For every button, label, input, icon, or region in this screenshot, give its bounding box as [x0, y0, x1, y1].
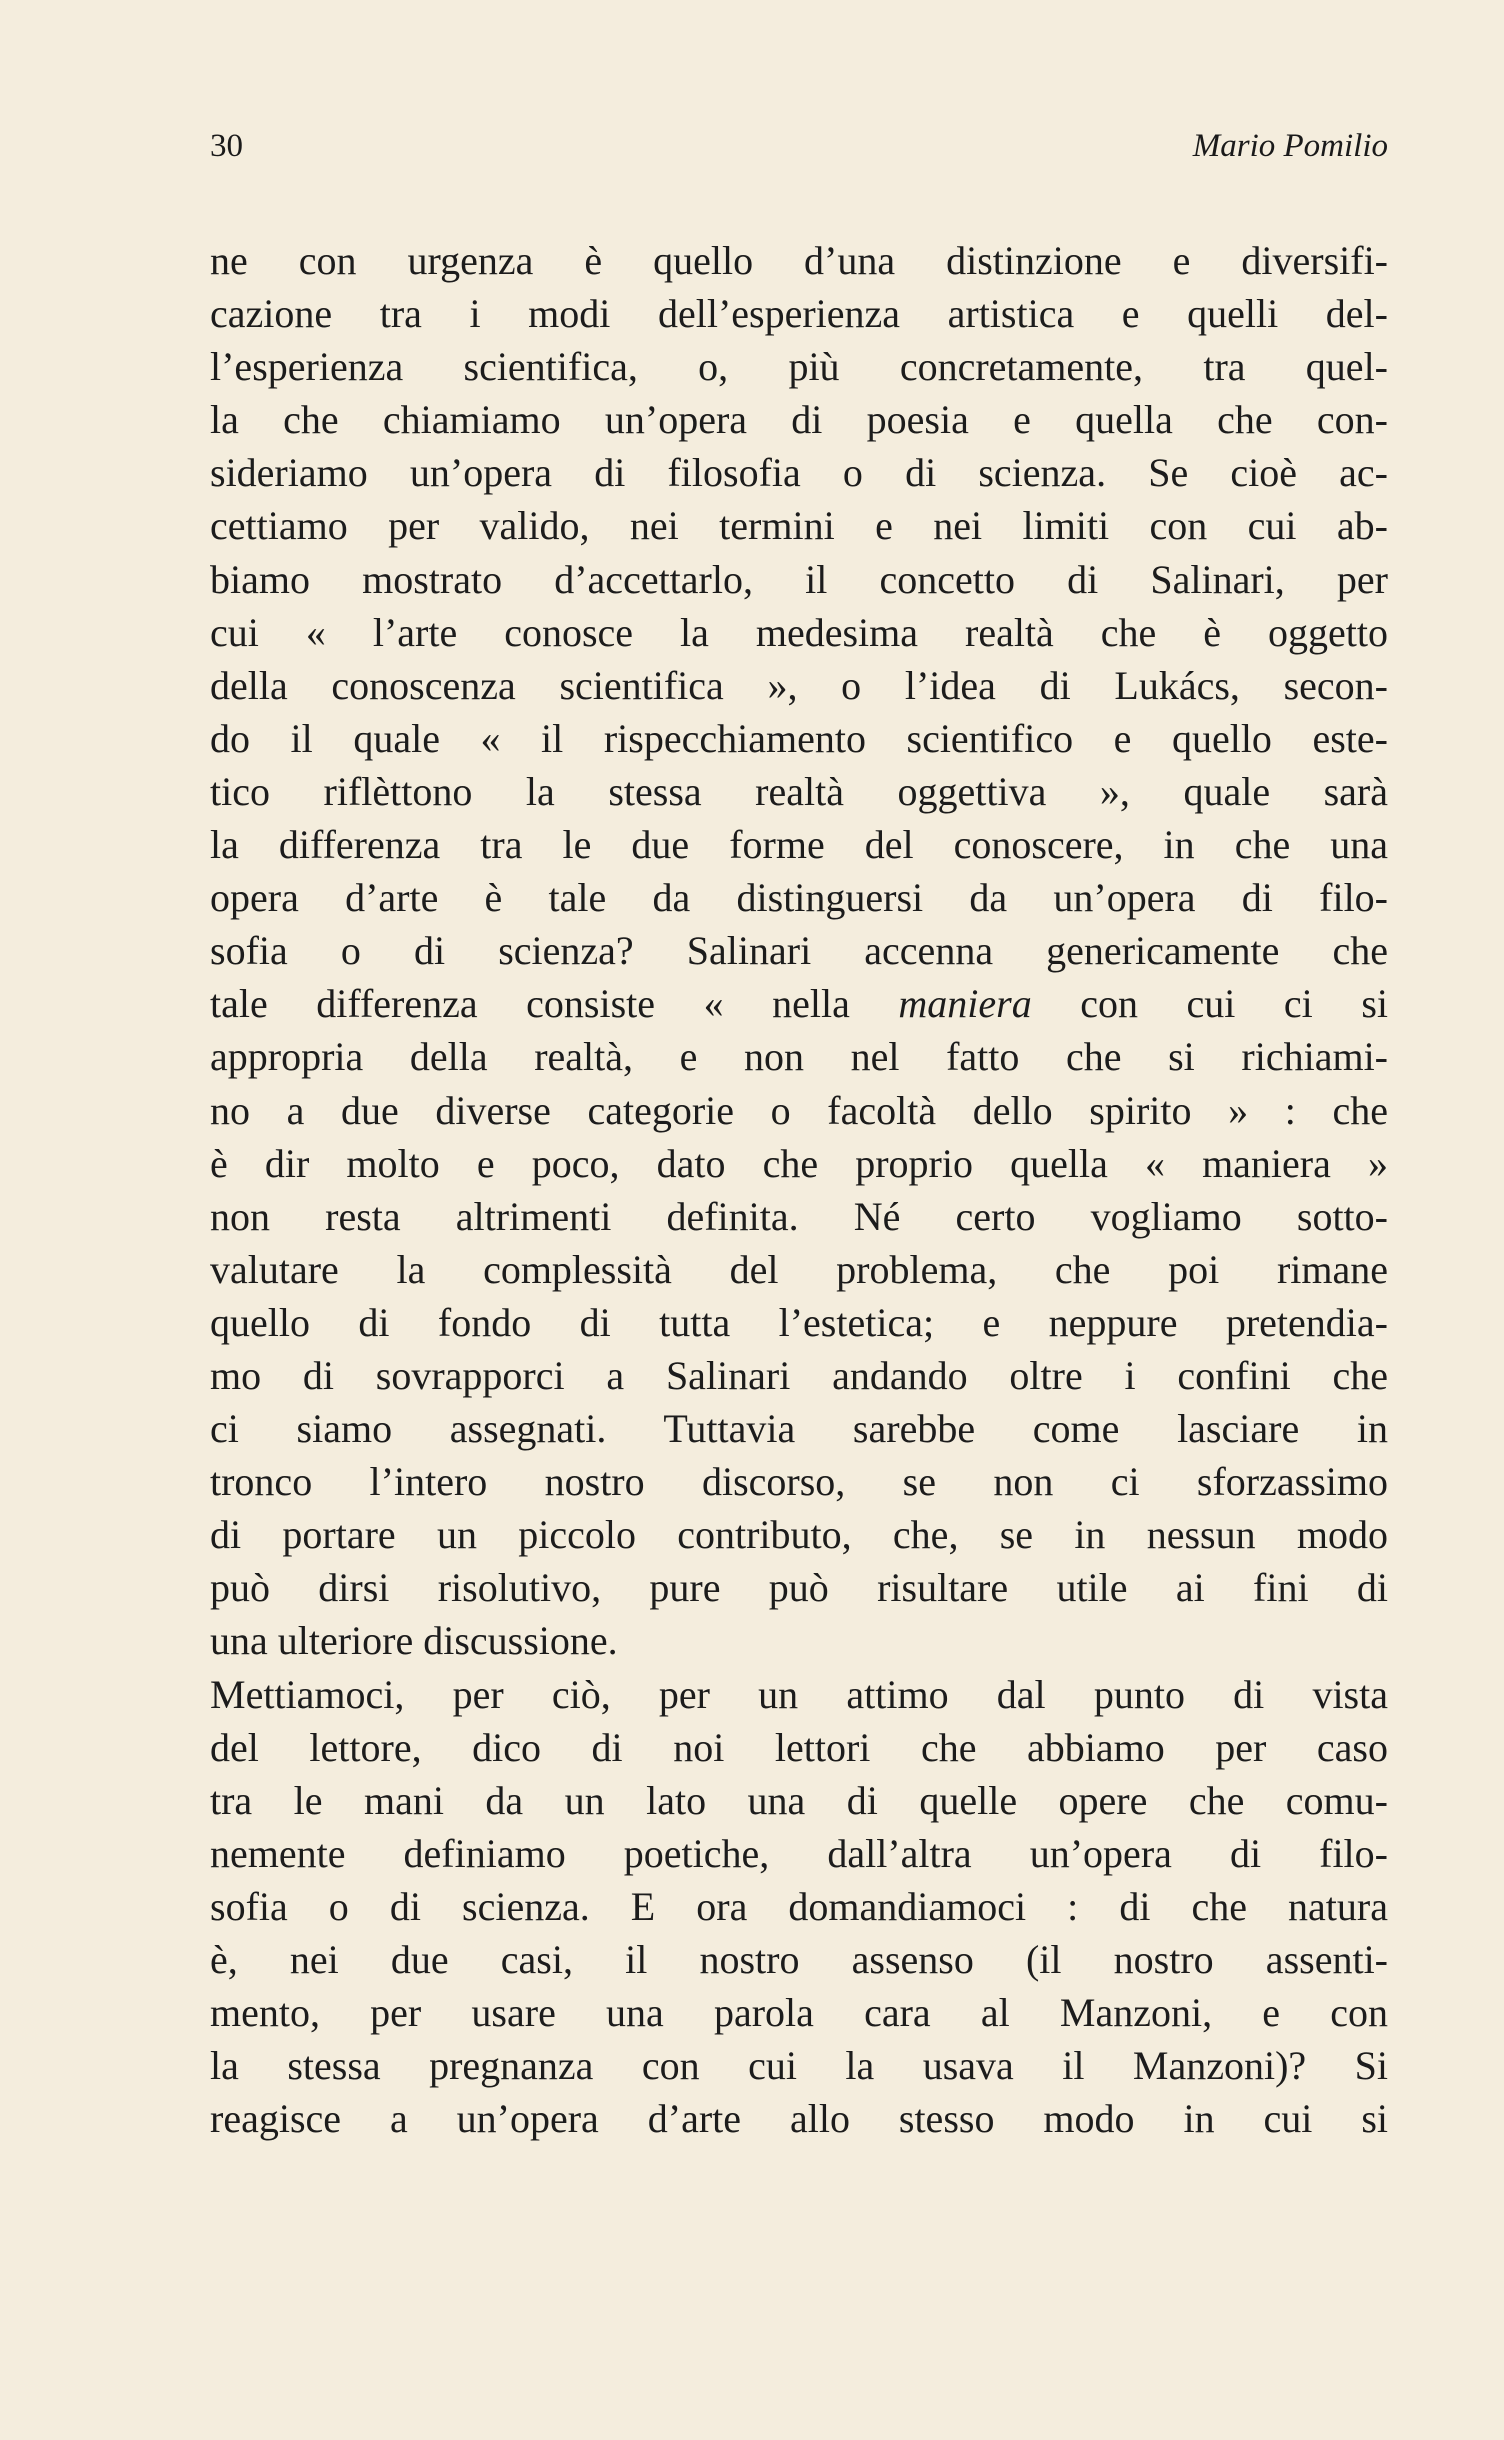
text-line: do il quale « il rispecchiamento scientifico e quello este- — [210, 715, 1388, 761]
text-line-with-italic — [210, 977, 1388, 1030]
text-line: appropria della realtà, e non nel fatto che si richiami- — [210, 1034, 1388, 1080]
text-line: biamo mostrato d’accettarlo, il concetto di Salinari, per — [210, 556, 1388, 602]
text-line: è, nei due casi, il nostro assenso (il nostro assenti- — [210, 1937, 1388, 1982]
text-line: la stessa pregnanza con cui la usava il Manzoni)? Si — [210, 2043, 1388, 2089]
text-line: può dirsi risolutivo, pure può risultare utile ai fini di — [210, 1565, 1388, 1611]
text-line: tronco l’intero nostro discorso, se non ci sforzassimo — [210, 1459, 1388, 1505]
paragraph-end-line: una ulteriore discussione. — [210, 1618, 618, 1664]
text-line: la che chiamiamo un’opera di poesia e quella che con- — [210, 397, 1388, 443]
text-line: quello di fondo di tutta l’estetica; e neppure pretendia- — [210, 1299, 1388, 1345]
text-line: valutare la complessità del problema, che poi rimane — [210, 1246, 1388, 1292]
running-head-author: Mario Pomilio — [1192, 128, 1388, 164]
text-line: sideriamo un’opera di filosofia o di scienza. Se cioè ac- — [210, 450, 1388, 496]
text-line: della conoscenza scientifica », o l’idea di Lukács, secon- — [210, 662, 1388, 708]
text-line: è dir molto e poco, dato che proprio quella « maniera » — [210, 1140, 1388, 1186]
text-line: la differenza tra le due forme del conoscere, in che una — [210, 822, 1388, 868]
text-line: l’esperienza scientifica, o, più concretamente, tra quel- — [210, 344, 1388, 390]
text-line: tra le mani da un lato una di quelle opere che comu- — [210, 1777, 1388, 1823]
text-line: opera d’arte è tale da distinguersi da un’opera di filo- — [210, 875, 1388, 921]
text-line: no a due diverse categorie o facoltà dello spirito » : che — [210, 1087, 1388, 1133]
italic-word: maniera — [898, 981, 1032, 1027]
text-line: sofia o di scienza? Salinari accenna genericamente che — [210, 928, 1388, 974]
text-line: non resta altrimenti definita. Né certo vogliamo sotto- — [210, 1193, 1388, 1239]
text-line: del lettore, dico di noi lettori che abbiamo per caso — [210, 1724, 1388, 1770]
text-segment: con cui ci si — [1031, 981, 1389, 1027]
text-line: nemente definiamo poetiche, dall’altra un’opera di filo- — [210, 1830, 1388, 1876]
text-line: cui « l’arte conosce la medesima realtà che è oggetto — [210, 609, 1388, 655]
text-line: reagisce a un’opera d’arte allo stesso modo in cui si — [210, 2096, 1388, 2142]
text-line: tico riflèttono la stessa realtà oggettiva », quale sarà — [210, 768, 1388, 814]
text-line: Mettiamoci, per ciò, per un attimo dal punto di vista — [210, 1671, 1388, 1717]
text-line: sofia o di scienza. E ora domandiamoci : di che natura — [210, 1883, 1388, 1929]
body-text — [210, 234, 1388, 2145]
text-line: ci siamo assegnati. Tuttavia sarebbe come lasciare in — [210, 1406, 1388, 1452]
text-line: cazione tra i modi dell’esperienza artistica e quelli del- — [210, 291, 1388, 337]
text-segment: tale differenza consiste « nella — [210, 981, 899, 1027]
text-line: cettiamo per valido, nei termini e nei limiti con cui ab- — [210, 503, 1388, 549]
text-line: ne con urgenza è quello d’una distinzione e diversifi- — [210, 238, 1388, 283]
running-head — [210, 128, 1388, 172]
text-line: mo di sovrapporci a Salinari andando oltre i confini che — [210, 1352, 1388, 1398]
page-number: 30 — [210, 128, 243, 164]
text-line: di portare un piccolo contributo, che, se in nessun modo — [210, 1512, 1388, 1558]
text-line: mento, per usare una parola cara al Manzoni, e con — [210, 1990, 1388, 2036]
